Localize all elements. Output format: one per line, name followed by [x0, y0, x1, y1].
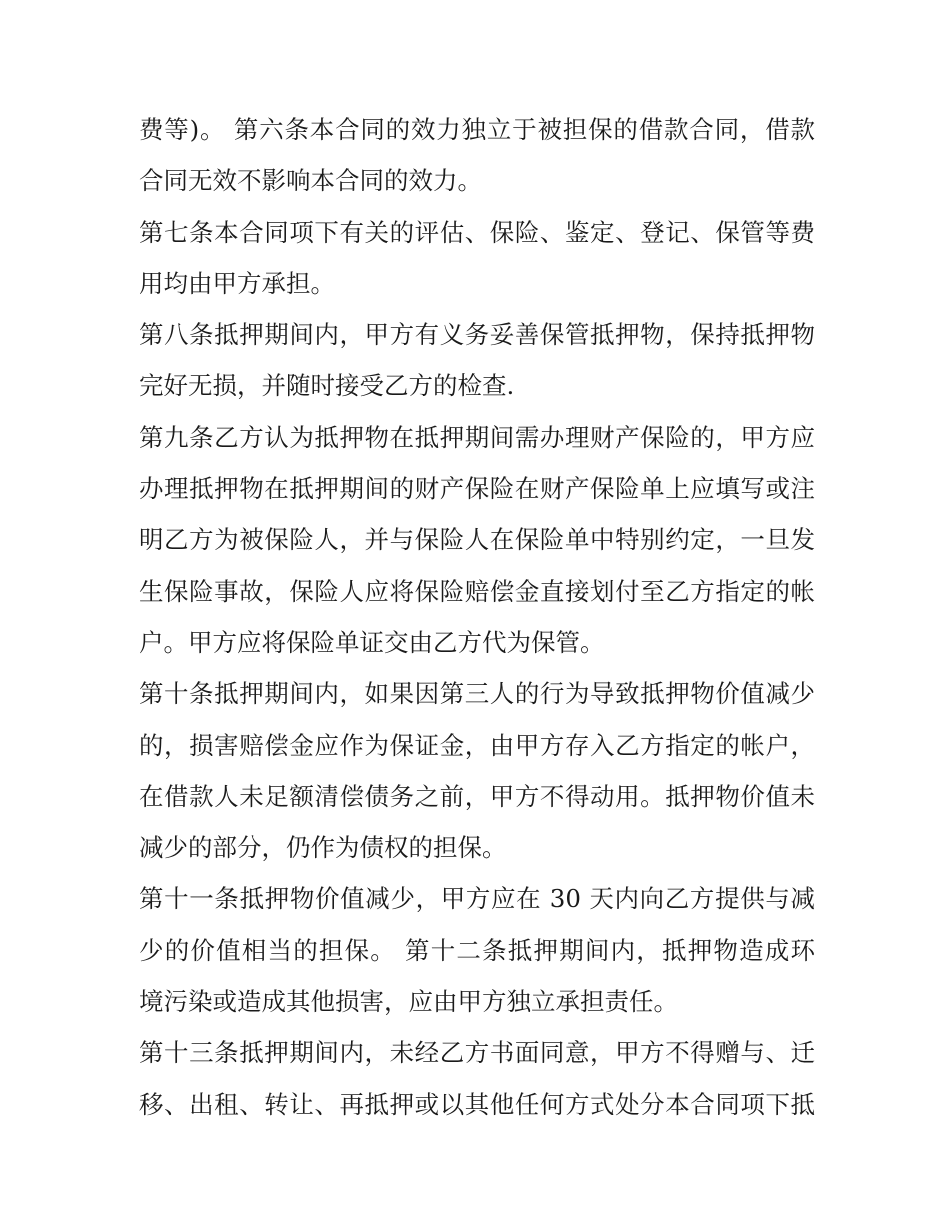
- document-body: [139, 104, 815, 1130]
- text-line: 在借款人未足额清偿债务之前，甲方不得动用。抵押物价值未: [139, 781, 815, 811]
- paragraph-article-10: [139, 668, 815, 873]
- text-line: 的，损害赔偿金应作为保证金，由甲方存入乙方指定的帐户，: [139, 730, 815, 760]
- text-line: 完好无损，并随时接受乙方的检查.: [139, 371, 515, 401]
- text-line: 合同无效不影响本合同的效力。: [139, 166, 482, 196]
- text-line: 第九条乙方认为抵押物在抵押期间需办理财产保险的，甲方应: [139, 422, 815, 452]
- text-line: 明乙方为被保险人，并与保险人在保险单中特别约定，一旦发: [139, 525, 815, 555]
- text-line: 第七条本合同项下有关的评估、保险、鉴定、登记、保管等费: [139, 217, 815, 247]
- text-line: 办理抵押物在抵押期间的财产保险在财产保险单上应填写或注: [139, 474, 815, 504]
- paragraph-article-13: [139, 1027, 815, 1130]
- text-line: 费等)。 第六条本合同的效力独立于被担保的借款合同，借款: [139, 115, 815, 144]
- text-line: 生保险事故，保险人应将保险赔偿金直接划付至乙方指定的帐: [139, 576, 815, 606]
- paragraph-article-9: [139, 412, 815, 668]
- text-line: 第十一条抵押物价值减少，甲方应在 30 天内向乙方提供与减: [139, 884, 815, 914]
- text-line: 减少的部分，仍作为债权的担保。: [139, 833, 507, 863]
- paragraph-article-11-12: [139, 873, 815, 1027]
- paragraph-article-7: [139, 207, 815, 310]
- paragraph-article-6: [139, 104, 815, 207]
- paragraph-article-8: [139, 309, 815, 412]
- text-line: 境污染或造成其他损害，应由甲方独立承担责任。: [139, 987, 678, 1017]
- text-line: 第十三条抵押期间内，未经乙方书面同意，甲方不得赠与、迁: [139, 1038, 815, 1068]
- text-line: 户。甲方应将保险单证交由乙方代为保管。: [139, 627, 605, 657]
- text-line: 移、出租、转让、再抵押或以其他任何方式处分本合同项下抵: [139, 1089, 815, 1119]
- text-line: 少的价值相当的担保。 第十二条抵押期间内，抵押物造成环: [139, 935, 815, 965]
- text-line: 第八条抵押期间内，甲方有义务妥善保管抵押物，保持抵押物: [139, 320, 815, 350]
- text-line: 第十条抵押期间内，如果因第三人的行为导致抵押物价值减少: [139, 679, 815, 709]
- text-line: 用均由甲方承担。: [139, 268, 335, 298]
